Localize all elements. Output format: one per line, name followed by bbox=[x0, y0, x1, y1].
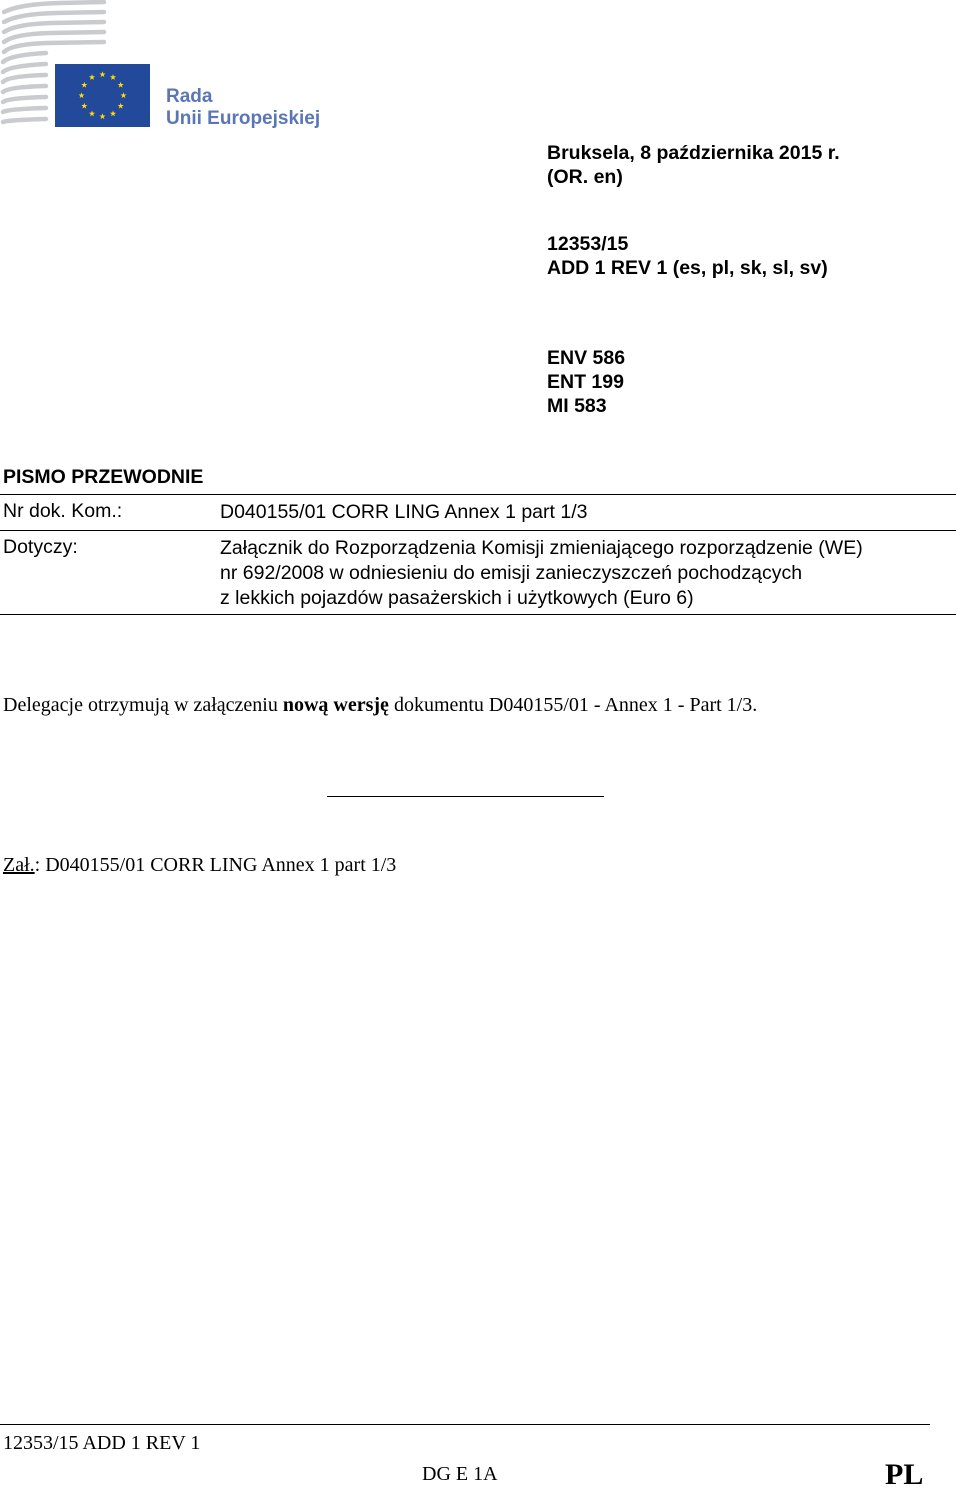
footer-reference: 12353/15 ADD 1 REV 1 bbox=[3, 1432, 201, 1454]
date-line: Bruksela, 8 października 2015 r. bbox=[547, 142, 840, 164]
header-codes-block bbox=[547, 346, 625, 418]
subject-value bbox=[220, 536, 955, 611]
code-line: MI 583 bbox=[547, 395, 607, 417]
organization-name-line2: Unii Europejskiej bbox=[166, 108, 321, 129]
enclosure-label: Zał. bbox=[3, 854, 35, 876]
divider bbox=[0, 614, 956, 615]
original-language: (OR. en) bbox=[547, 166, 623, 188]
subject-line: Załącznik do Rozporządzenia Komisji zmieniającego rozporządzenie (WE) bbox=[220, 537, 863, 559]
body-text-bold: nową wersję bbox=[282, 694, 389, 716]
organization-name-line1: Rada bbox=[166, 86, 213, 107]
header-date-block bbox=[547, 141, 840, 189]
commission-doc-label: Nr dok. Kom.: bbox=[3, 500, 123, 522]
eu-flag-icon bbox=[55, 64, 150, 127]
divider bbox=[0, 530, 956, 531]
subject-line: nr 692/2008 w odniesieniu do emisji zanieczyszczeń pochodzących bbox=[220, 562, 803, 584]
organization-name bbox=[166, 86, 320, 130]
document-type: PISMO PRZEWODNIE bbox=[3, 466, 204, 488]
commission-doc-value: D040155/01 CORR LING Annex 1 part 1/3 bbox=[220, 501, 588, 523]
subject-label: Dotyczy: bbox=[3, 536, 78, 558]
body-paragraph bbox=[3, 694, 757, 717]
enclosure-value: : D040155/01 CORR LING Annex 1 part 1/3 bbox=[34, 854, 397, 876]
document-number: 12353/15 bbox=[547, 233, 629, 255]
footer-language: PL bbox=[885, 1458, 924, 1491]
subject-line: z lekkich pojazdów pasażerskich i użytkowych (Euro 6) bbox=[220, 587, 694, 609]
separator-line bbox=[327, 796, 604, 797]
divider bbox=[0, 494, 956, 495]
code-line: ENT 199 bbox=[547, 371, 624, 393]
body-text-part2: dokumentu D040155/01 - Annex 1 - Part 1/3. bbox=[388, 694, 758, 716]
enclosure-line bbox=[3, 854, 396, 877]
document-revision: ADD 1 REV 1 (es, pl, sk, sl, sv) bbox=[547, 257, 828, 279]
footer-divider bbox=[0, 1424, 930, 1425]
footer-department: DG E 1A bbox=[422, 1463, 498, 1485]
body-text-part1: Delegacje otrzymują w załączeniu bbox=[3, 694, 283, 716]
header-number-block bbox=[547, 232, 828, 280]
code-line: ENV 586 bbox=[547, 347, 626, 369]
